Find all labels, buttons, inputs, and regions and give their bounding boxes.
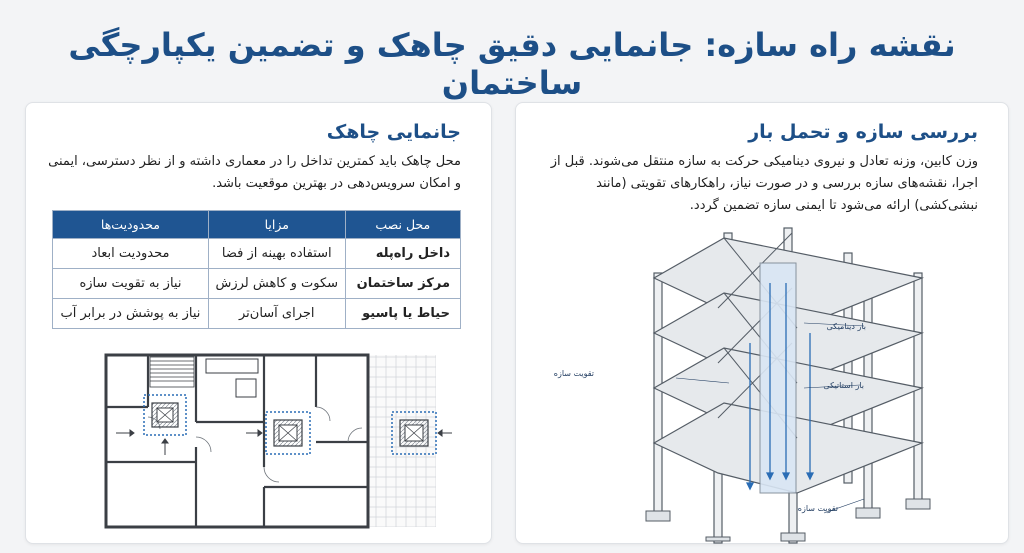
table-cell: اجرای آسان‌تر (208, 299, 345, 329)
shaft-placement-heading: جانمایی چاهک (326, 121, 461, 143)
floor-plan-illustration (86, 347, 446, 537)
mounting-location-table (52, 210, 461, 329)
elevator-shaft-center (266, 412, 310, 454)
arrow-right-icon (246, 430, 262, 436)
dynamic-load-label: بار دینامیکی (826, 322, 866, 331)
table-row (53, 239, 461, 269)
table-row (53, 299, 461, 329)
table-cell: مرکز ساختمان (345, 269, 460, 299)
table-cell: نیاز به تقویت سازه (53, 269, 209, 299)
structure-load-description: وزن کابین، وزنه تعادل و نیروی دینامیکی حرکت به سازه منتقل می‌شوند. قبل از اجرا، نقشه‌های سازه بررسی و در صورت نیاز، راهکارهای تقویتی (مانند نبشی‌کشی) ارائه می‌شود تا ایمنی سازه تضمین گردد. (550, 154, 978, 213)
elevator-shaft-stairwell (144, 395, 186, 435)
structure-frame-illustration (553, 223, 964, 541)
table-header-row (53, 211, 461, 239)
table-header: محدودیت‌ها (53, 211, 209, 239)
page-title: نقشه راه سازه: جانمایی دقیق چاهک و تضمین یکپارچگی ساختمان (68, 26, 956, 102)
stairs-icon (150, 357, 194, 387)
table-cell: سکوت و کاهش لرزش (208, 269, 345, 299)
table-header: محل نصب (345, 211, 460, 239)
structure-load-heading: بررسی سازه و تحمل بار (748, 121, 978, 143)
static-load-label: بار استاتیکی (823, 381, 864, 390)
shaft-placement-card (25, 102, 492, 544)
table-cell: محدودیت ابعاد (53, 239, 209, 269)
table-cell: استفاده بهینه از فضا (208, 239, 345, 269)
reinforcement-label: تقویت سازه (797, 504, 838, 513)
reinforcement-label: تقویت سازه (553, 369, 594, 378)
arrow-up-icon (162, 439, 168, 455)
table-cell: داخل راه‌پله (345, 239, 460, 269)
table-header: مزایا (208, 211, 345, 239)
arrow-right-icon (116, 430, 134, 436)
table-cell: نیاز به پوشش در برابر آب (53, 299, 209, 329)
structure-load-card (515, 102, 1009, 544)
table-cell: حیاط یا پاسیو (345, 299, 460, 329)
arrow-left-icon (438, 430, 452, 436)
shaft-placement-description: محل چاهک باید کمترین تداخل را در معماری داشته و از نظر دسترسی، ایمنی و امکان سرویس‌دهی در بهترین موقعیت باشد. (48, 154, 461, 191)
table-row (53, 269, 461, 299)
